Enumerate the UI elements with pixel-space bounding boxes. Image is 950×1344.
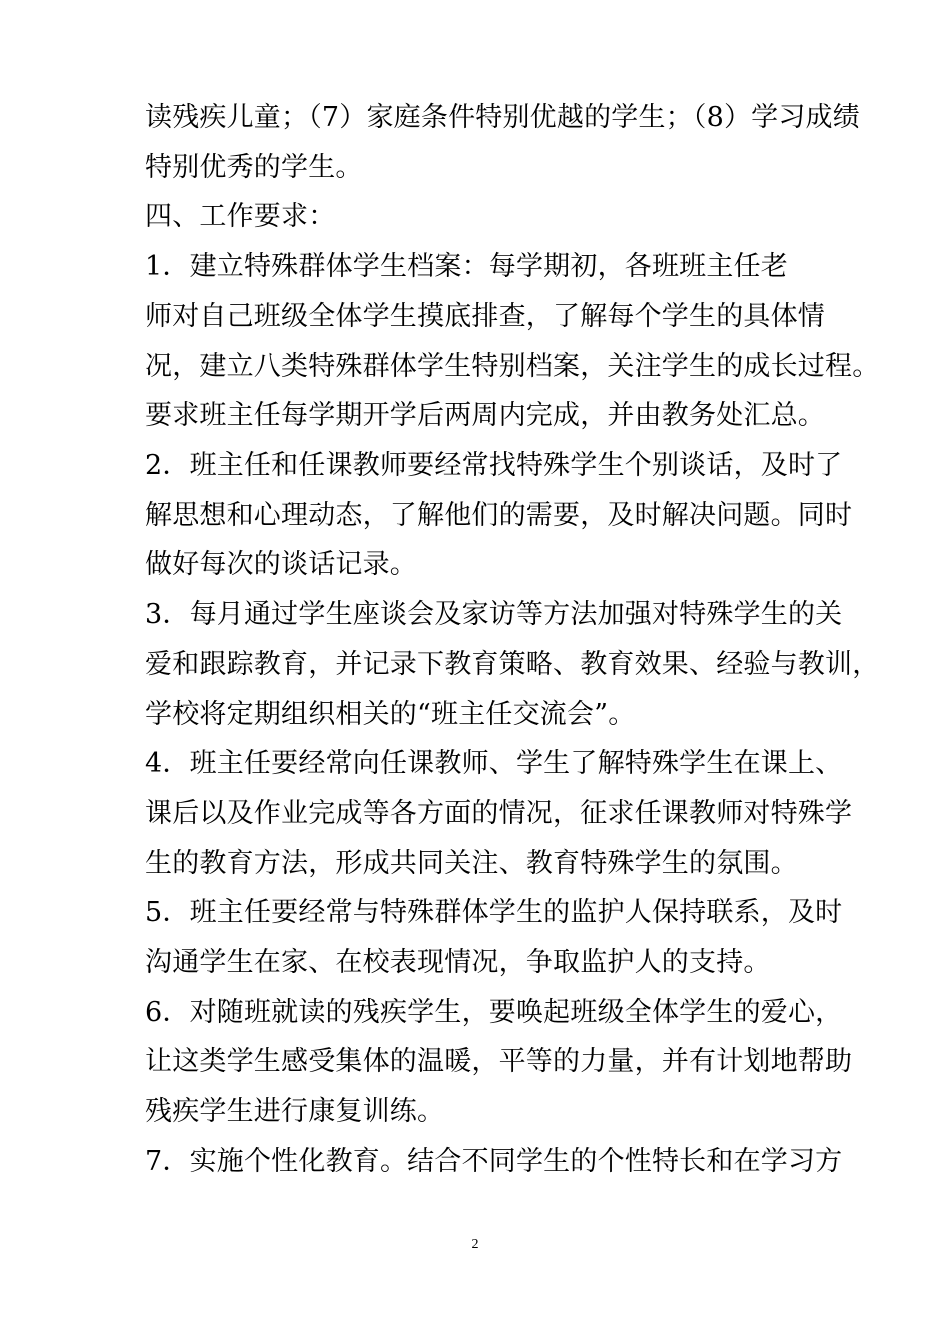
text-line: 解思想和心理动态，了解他们的需要，及时解决问题。同时 (145, 500, 853, 531)
text-line: 3．每月通过学生座谈会及家访等方法加强对特殊学生的关 (145, 599, 843, 630)
text-line: 爱和跟踪教育，并记录下教育策略、教育效果、经验与教训， (145, 649, 880, 680)
text-line: 1．建立特殊群体学生档案：每学期初，各班班主任老 (145, 251, 788, 282)
text-line: 2．班主任和任课教师要经常找特殊学生个别谈话，及时了 (145, 450, 843, 481)
text-line: 7．实施个性化教育。结合不同学生的个性特长和在学习方 (145, 1146, 843, 1177)
text-line: 学校将定期组织相关的“班主任交流会”。 (145, 699, 636, 730)
text-line: 残疾学生进行康复训练。 (145, 1096, 445, 1127)
text-line: 况，建立八类特殊群体学生特别档案，关注学生的成长过程。 (145, 351, 880, 382)
text-line: 沟通学生在家、在校表现情况，争取监护人的支持。 (145, 947, 771, 978)
text-line: 师对自己班级全体学生摸底排查，了解每个学生的具体情 (145, 301, 825, 332)
text-line: 读残疾儿童；（7）家庭条件特别优越的学生；（8）学习成绩 (145, 102, 860, 133)
text-line: 让这类学生感受集体的温暖，平等的力量，并有计划地帮助 (145, 1046, 853, 1077)
section-heading: 四、工作要求： (145, 201, 336, 232)
text-line: 5．班主任要经常与特殊群体学生的监护人保持联系，及时 (145, 897, 843, 928)
text-line: 要求班主任每学期开学后两周内完成，并由教务处汇总。 (145, 400, 825, 431)
text-line: 做好每次的谈话记录。 (145, 549, 417, 580)
text-line: 特别优秀的学生。 (145, 152, 363, 183)
text-line: 课后以及作业完成等各方面的情况，征求任课教师对特殊学 (145, 798, 853, 829)
text-line: 4．班主任要经常向任课教师、学生了解特殊学生在课上、 (145, 748, 843, 779)
text-line: 6．对随班就读的残疾学生，要唤起班级全体学生的爱心， (145, 997, 843, 1028)
text-line: 生的教育方法，形成共同关注、教育特殊学生的氛围。 (145, 848, 798, 879)
page-number: 2 (471, 1237, 479, 1252)
